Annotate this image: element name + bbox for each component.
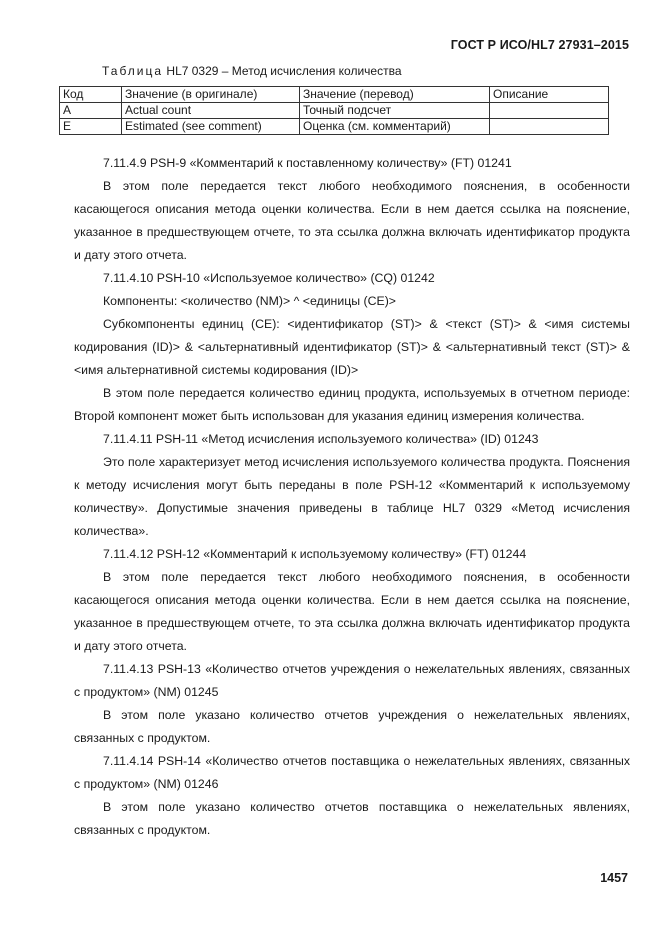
paragraph: В этом поле передается количество единиц продукта, используемых в отчетном периоде: Второй компонент может быть использован для указания единиц измерения количества.	[74, 386, 630, 423]
paragraph: Это поле характеризует метод исчисления используемого количества продукта. Пояснения к методу исчисления могут быть переданы в поле PSH-12 «Комментарий к используемому количеству». Допустимые значения приведены в таблице HL7 0329 «Метод исчисления количества».	[74, 455, 630, 538]
paragraph: Компоненты: <количество (NM)> ^ <единицы (CE)>	[103, 294, 396, 308]
hl7-0329-table	[59, 86, 609, 135]
page-number: 1457	[600, 871, 628, 885]
section-heading-psh-9: 7.11.4.9 PSH-9 «Комментарий к поставленному количеству» (FT) 01241	[103, 156, 512, 170]
column-header-description: Описание	[490, 87, 609, 103]
table-cell-translation: Точный подсчет	[300, 103, 490, 119]
section-heading-psh-10: 7.11.4.10 PSH-10 «Используемое количество» (CQ) 01242	[103, 271, 435, 285]
section-heading-psh-11: 7.11.4.11 PSH-11 «Метод исчисления используемого количества» (ID) 01243	[103, 432, 539, 446]
section-heading-psh-12: 7.11.4.12 PSH-12 «Комментарий к используемому количеству» (FT) 01244	[103, 547, 527, 561]
column-header-code: Код	[60, 87, 122, 103]
paragraph: В этом поле указано количество отчетов поставщика о нежелательных явлениях, связанных с продуктом.	[74, 800, 630, 837]
paragraph: В этом поле передается текст любого необходимого пояснения, в особенности касающегося описания метода оценки количества. Если в нем дается ссылка на пояснение, указанное в предшествующем отчете, то эта ссылка должна включать идентификатор продукта и дату этого отчета.	[74, 179, 630, 262]
table-cell-description	[490, 119, 609, 135]
column-header-original: Значение (в оригинале)	[122, 87, 300, 103]
document-body	[74, 152, 630, 842]
table-row	[60, 103, 609, 119]
table-cell-code: A	[60, 103, 122, 119]
section-heading-psh-13: 7.11.4.13 PSH-13 «Количество отчетов учреждения о нежелательных явлениях, связанных с продуктом» (NM) 01245	[74, 662, 630, 699]
paragraph: В этом поле передается текст любого необходимого пояснения, в особенности касающегося описания метода оценки количества. Если в нем дается ссылка на пояснение, указанное в предшествующем отчете, то эта ссылка должна включать идентификатор продукта и дату этого отчета.	[74, 570, 630, 653]
table-cell-original: Estimated (see comment)	[122, 119, 300, 135]
table-caption-word: Таблица	[102, 64, 164, 78]
document-header: ГОСТ Р ИСО/HL7 27931–2015	[450, 38, 629, 52]
paragraph: Субкомпоненты единиц (CE): <идентификатор (ST)> & <текст (ST)> & <имя системы кодирования (ID)> & <альтернативный идентификатор (ST)> & <альтернативный текст (ST)> & <имя альтернативной системы кодирования (ID)>	[74, 317, 630, 377]
paragraph: В этом поле указано количество отчетов учреждения о нежелательных явлениях, связанных с продуктом.	[74, 708, 630, 745]
table-cell-code: E	[60, 119, 122, 135]
table-row	[60, 119, 609, 135]
table-header-row	[60, 87, 609, 103]
table-cell-description	[490, 103, 609, 119]
column-header-translation: Значение (перевод)	[300, 87, 490, 103]
table-caption-title: HL7 0329 – Метод исчисления количества	[163, 64, 402, 78]
table-cell-original: Actual count	[122, 103, 300, 119]
table-caption	[102, 64, 402, 78]
table-cell-translation: Оценка (см. комментарий)	[300, 119, 490, 135]
section-heading-psh-14: 7.11.4.14 PSH-14 «Количество отчетов поставщика о нежелательных явлениях, связанных с продуктом» (NM) 01246	[74, 754, 630, 791]
